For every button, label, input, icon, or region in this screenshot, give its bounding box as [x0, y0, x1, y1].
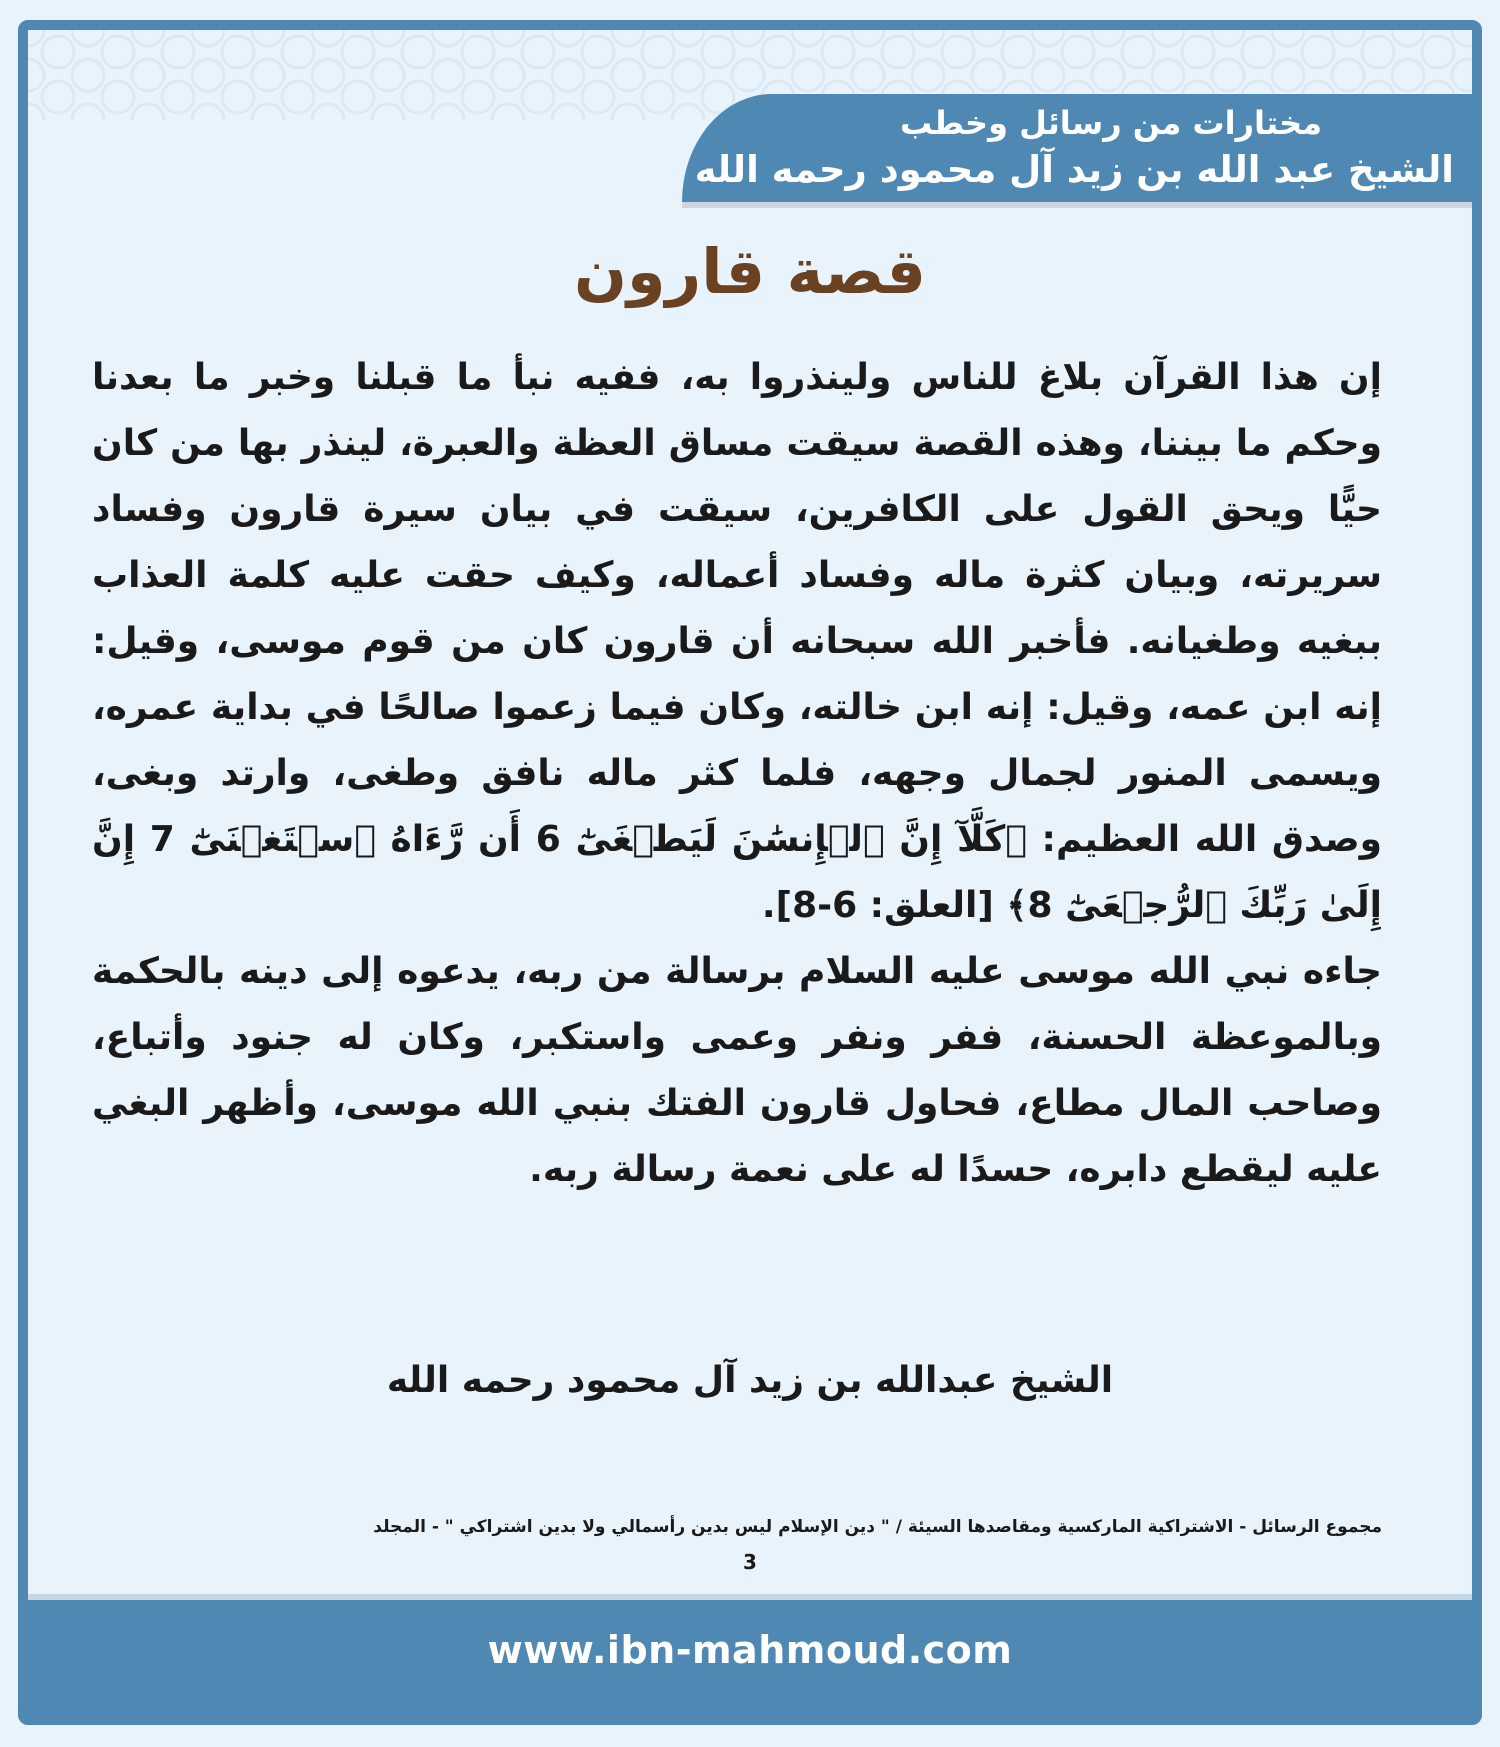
source-reference: مجموع الرسائل - الاشتراكية الماركسية ومقاصدها السيئة / " دين الإسلام ليس بدين رأسمالي ولا بدين اشتراكي " - المجلد: [373, 1517, 1382, 1537]
volume-number: 3: [743, 1550, 757, 1574]
page-title: قصة قارون: [574, 235, 926, 308]
header-subtitle: مختارات من رسائل وخطب: [899, 104, 1322, 142]
header-author: الشيخ عبد الله بن زيد آل محمود رحمه الله: [694, 148, 1454, 191]
body-paragraph-1: إن هذا القرآن بلاغ للناس ولينذروا به، ففيه نبأ ما قبلنا وخبر ما بعدنا وحكم ما بيننا، وهذه القصة سيقت مساق العظة والعبرة، لينذر بها من كان حيًّا ويحق القول على الكافرين، سيقت في بيان سيرة قارون وفساد سريرته، وبيان كثرة ماله وفساد أعماله، وكيف حقت عليه كلمة العذاب ببغيه وطغيانه. فأخبر الله سبحانه أن قارون كان من قوم موسى، وقيل: إنه ابن عمه، وقيل: إنه ابن خالته، وكان فيما زعموا صالحًا في بداية عمره، ويسمى المنور لجمال وجهه، فلما كثر ماله نافق وطغى، وارتد وبغى، وصدق الله العظيم: ﴿كَلَّآ إِنَّ ٱلۡإِنسَٰنَ لَيَطۡغَىٰٓ 6 أَن رَّءَاهُ ٱسۡتَغۡنَىٰٓ 7 إِنَّ إِلَىٰ رَبِّكَ ٱلرُّجۡعَىٰٓ 8﴾ [العلق: 6-8].: [92, 357, 1383, 926]
header-banner: [682, 94, 1472, 202]
article-body: [92, 345, 1382, 1203]
footer-banner: [28, 1594, 1472, 1715]
website-url[interactable]: www.ibn-mahmoud.com: [487, 1628, 1013, 1672]
body-paragraph-2: جاءه نبي الله موسى عليه السلام برسالة من ربه، يدعوه إلى دينه بالحكمة وبالموعظة الحسنة، ففر ونفر وعمى واستكبر، وكان له جنود وأتباع، وصاحب المال مطاع، فحاول قارون الفتك بنبي الله موسى، وأظهر البغي عليه ليقطع دابره، حسدًا له على نعمة رسالة ربه.: [92, 951, 1382, 1190]
author-signature: الشيخ عبدالله بن زيد آل محمود رحمه الله: [386, 1360, 1114, 1401]
page-frame: [18, 20, 1482, 1725]
